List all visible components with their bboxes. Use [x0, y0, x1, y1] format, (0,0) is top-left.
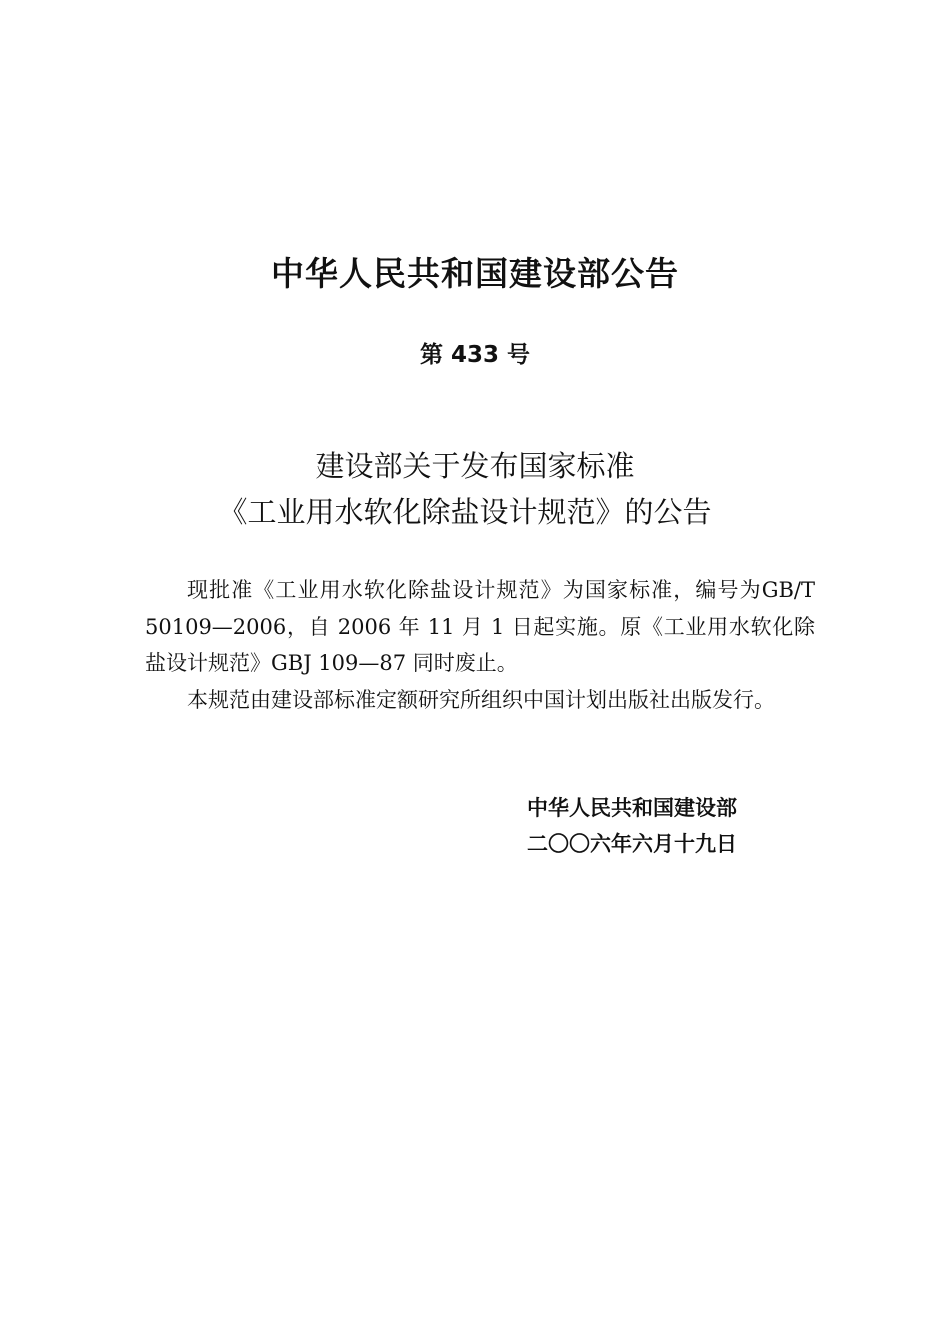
issue-date: 二〇〇六年六月十九日 — [527, 832, 737, 856]
signature-block — [527, 790, 737, 862]
subtitle-line-2: 《工业用水软化除盐设计规范》的公告 — [218, 495, 712, 529]
issuer-name: 中华人民共和国建设部 — [527, 796, 737, 820]
body-paragraph-2: 本规范由建设部标准定额研究所组织中国计划出版社出版发行。 — [187, 687, 775, 712]
body-paragraph-1: 现批准《工业用水软化除盐设计规范》为国家标准，编号为GB/T 50109—2006，自 2006 年 11 月 1 日起实施。原《工业用水软化除盐设计规范》GBJ 109—87 同时废止。 — [145, 578, 815, 675]
announcement-title: 中华人民共和国建设部公告 — [271, 254, 679, 293]
announcement-number: 第 433 号 — [419, 342, 531, 368]
announcement-body — [145, 572, 815, 718]
subtitle-line-1: 建设部关于发布国家标准 — [315, 449, 635, 483]
